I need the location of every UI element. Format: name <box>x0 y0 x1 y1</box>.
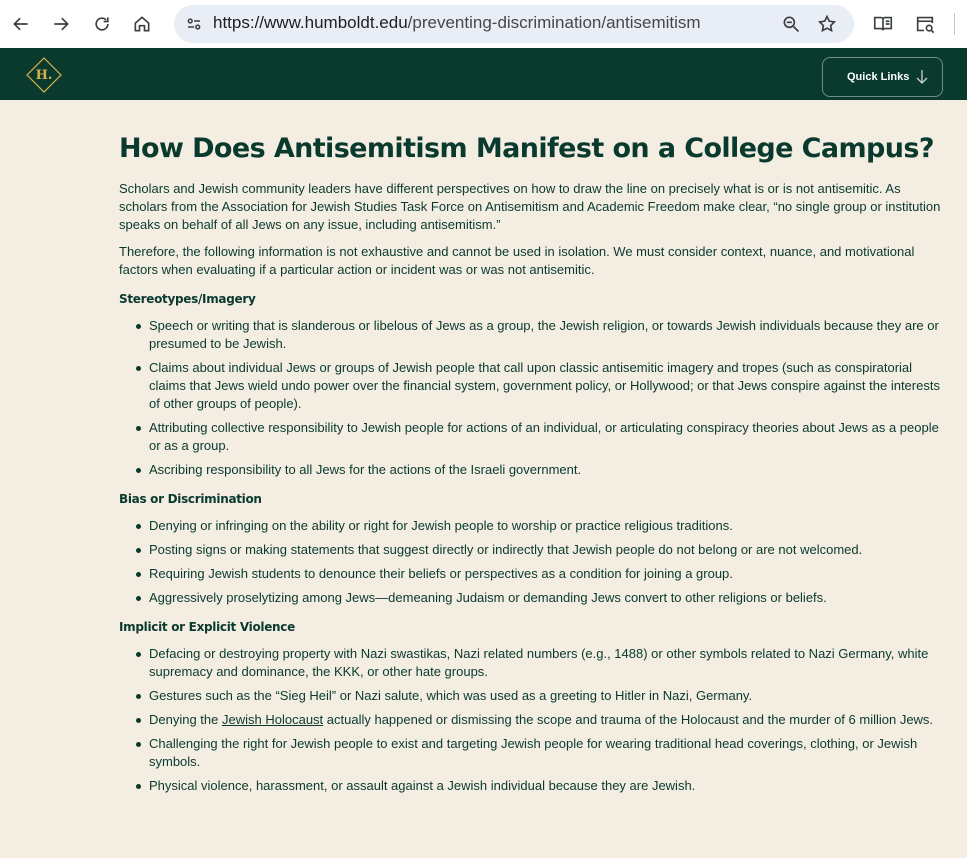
list-item: Posting signs or making statements that suggest directly or indirectly that Jewish people do not belong or are not welcomed. <box>149 541 947 559</box>
list-item: Speech or writing that is slanderous or libelous of Jews as a group, the Jewish religion, or towards Jewish individuals because they are or presumed to be Jewish. <box>149 317 947 353</box>
list-item: Defacing or destroying property with Nazi swastikas, Nazi related numbers (e.g., 1488) or other symbols related to Nazi Germany, white supremacy and dominance, the KKK, or other hate groups. <box>149 645 947 681</box>
url-text[interactable] <box>213 13 701 33</box>
section-heading-bias: Bias or Discrimination <box>119 492 262 506</box>
home-icon[interactable] <box>128 10 156 38</box>
back-arrow-icon[interactable] <box>7 10 35 38</box>
site-header <box>0 48 967 100</box>
address-bar[interactable] <box>174 5 854 43</box>
list-item-text: Denying the <box>149 712 222 727</box>
quick-links-label: Quick Links <box>847 71 910 83</box>
intro-paragraph: Scholars and Jewish community leaders have different perspectives on how to draw the line on precisely what is or is not antisemitic. As scholars from the Association for Jewish Studies Task Force on Antisemitism and Academic Freedom make clear, “no single group or institution speaks on behalf of all Jews on any issue, including antisemitism.” <box>119 181 941 232</box>
list-item: Requiring Jewish students to denounce their beliefs or perspectives as a condition for joining a group. <box>149 565 947 583</box>
reload-icon[interactable] <box>88 10 116 38</box>
section-heading-violence: Implicit or Explicit Violence <box>119 620 295 634</box>
list-item-text: actually happened or dismissing the scope and trauma of the Holocaust and the murder of 6 million Jews. <box>323 712 934 727</box>
logo-text: H. <box>35 67 53 83</box>
forward-arrow-icon[interactable] <box>47 10 75 38</box>
bias-list <box>119 517 947 607</box>
list-item: Attributing collective responsibility to Jewish people for actions of an individual, or articulating conspiracy theories about Jews as a people or as a group. <box>149 419 947 455</box>
list-item: Ascribing responsibility to all Jews for the actions of the Israeli government. <box>149 461 947 479</box>
list-item: Aggressively proselytizing among Jews—demeaning Judaism or demanding Jews convert to other religions or beliefs. <box>149 589 947 607</box>
list-item: Claims about individual Jews or groups of Jewish people that call upon classic antisemitic imagery and tropes (such as conspiratorial claims that Jews wield undo power over the financial system, government policy, or Hollywood; or that Jews conspire against the interests of other groups of people). <box>149 359 947 413</box>
arrow-down-icon <box>914 68 930 86</box>
site-logo[interactable] <box>26 57 62 93</box>
main-content <box>119 132 947 801</box>
browser-toolbar <box>0 0 967 48</box>
reading-mode-icon[interactable] <box>870 11 896 37</box>
url-path: /preventing-discrimination/antisemitism <box>407 13 701 32</box>
jewish-holocaust-link[interactable]: Jewish Holocaust <box>222 712 324 727</box>
url-host: https://www.humboldt.edu <box>213 13 408 32</box>
toolbar-separator <box>954 13 955 35</box>
bookmark-star-icon[interactable] <box>816 13 838 35</box>
zoom-icon[interactable] <box>780 13 802 35</box>
stereotypes-list <box>119 317 947 479</box>
list-item-holocaust <box>149 711 947 729</box>
list-item: Denying or infringing on the ability or right for Jewish people to worship or practice religious traditions. <box>149 517 947 535</box>
list-item: Challenging the right for Jewish people to exist and targeting Jewish people for wearing traditional head coverings, clothing, or Jewish symbols. <box>149 735 947 771</box>
site-settings-icon[interactable] <box>182 12 206 36</box>
page-title: How Does Antisemitism Manifest on a College Campus? <box>119 133 934 164</box>
list-item: Physical violence, harassment, or assault against a Jewish individual because they are Jewish. <box>149 777 947 795</box>
section-heading-stereotypes: Stereotypes/Imagery <box>119 292 256 306</box>
violence-list <box>119 645 947 795</box>
quick-links-button[interactable] <box>822 57 943 97</box>
intro-paragraph: Therefore, the following information is not exhaustive and cannot be used in isolation. We must consider context, nuance, and motivational factors when evaluating if a particular action or incident was or was not antisemitic. <box>119 244 915 277</box>
list-item: Gestures such as the “Sieg Heil” or Nazi salute, which was used as a greeting to Hitler in Nazi, Germany. <box>149 687 947 705</box>
search-tab-icon[interactable] <box>912 11 938 37</box>
